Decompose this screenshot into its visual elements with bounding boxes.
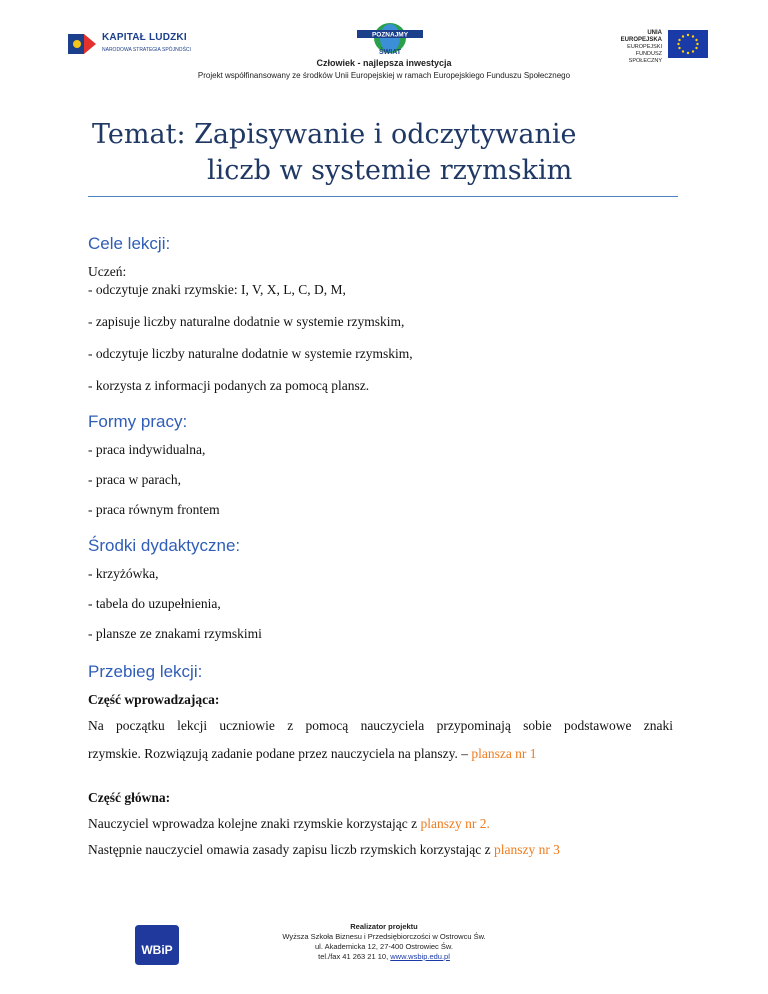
footer-contact: tel./fax 41 263 21 10, <box>318 952 389 961</box>
eu-line-3: FUNDUSZ SPOŁECZNY <box>628 51 662 64</box>
formy-item-3: - praca równym frontem <box>88 502 220 517</box>
eu-logo <box>608 30 708 64</box>
przebieg-main-line-1-text: Nauczyciel wprowadza kolejne znaki rzymskie korzystając z <box>88 816 418 831</box>
cele-intro: Uczeń: <box>88 264 127 279</box>
footer-line-2: ul. Akademicka 12, 27-400 Ostrowiec Św. <box>315 942 453 951</box>
page-footer <box>0 922 768 962</box>
przebieg-main-line-2 <box>88 842 560 858</box>
kapital-ludzki-mark-icon <box>66 28 98 60</box>
eu-line-2: EUROPEJSKI <box>627 44 662 50</box>
title-divider <box>88 196 678 197</box>
footer-line-3 <box>0 952 768 962</box>
wbip-logo-text: WBiP <box>141 943 173 957</box>
kapital-ludzki-subtitle: NARODOWA STRATEGIA SPÓJNOŚCI <box>102 47 191 53</box>
eu-text <box>608 30 662 65</box>
kapital-ludzki-title: KAPITAŁ LUDZKI <box>102 32 187 43</box>
footer-label: Realizator projektu <box>350 922 418 931</box>
project-funding-line: Projekt współfinansowany ze środków Unii Europejskiej w ramach Europejskiego Funduszu Społecznego <box>197 71 571 80</box>
plansza-1-reference: plansza nr 1 <box>471 746 537 761</box>
formy-item-2: - praca w parach, <box>88 472 181 487</box>
section-heading-formy: Formy pracy: <box>88 412 188 431</box>
srodki-item-3: - plansze ze znakami rzymskimi <box>88 626 262 641</box>
eu-flag-icon <box>668 30 708 58</box>
przebieg-intro-line-2-text: rzymskie. Rozwiązują zadanie podane przez nauczyciela na planszy. – <box>88 746 468 761</box>
srodki-item-1: - krzyżówka, <box>88 566 159 581</box>
swiat-text: ŚWIAT <box>378 49 402 56</box>
footer-line-1: Wyższa Szkoła Biznesu i Przedsiębiorczości w Ostrowcu Św. <box>282 932 486 941</box>
cele-item-2: - zapisuje liczby naturalne dodatnie w systemie rzymskim, <box>88 314 405 329</box>
srodki-item-2: - tabela do uzupełnienia, <box>88 596 221 611</box>
poznajmy-text: POZNAJMY <box>371 31 409 39</box>
przebieg-intro-line-1: Na początku lekcji uczniowie z pomocą nauczyciela przypominają sobie podstawowe znaki <box>88 718 673 733</box>
title-line-2: liczb w systemie rzymskim <box>207 155 573 186</box>
eu-line-1: UNIA EUROPEJSKA <box>620 30 662 43</box>
title-line-1: Temat: Zapisywanie i odczytywanie <box>92 119 577 150</box>
cele-item-4: - korzysta z informacji podanych za pomocą plansz. <box>88 378 370 393</box>
poznajmy-swiat-logo <box>355 22 425 56</box>
header-caption: Człowiek - najlepsza inwestycja <box>316 58 452 68</box>
przebieg-intro-heading: Część wprowadzająca: <box>88 692 220 707</box>
kapital-ludzki-logo <box>66 28 196 60</box>
section-heading-przebieg: Przebieg lekcji: <box>88 662 203 681</box>
plansza-3-reference: planszy nr 3 <box>493 842 560 857</box>
przebieg-main-line-1 <box>88 816 490 832</box>
footer-website-link[interactable]: www.wsbip.edu.pl <box>390 952 450 961</box>
formy-item-1: - praca indywidualna, <box>88 442 206 457</box>
section-heading-cele: Cele lekcji: <box>88 234 171 253</box>
przebieg-intro-line-2 <box>88 746 537 762</box>
przebieg-main-heading: Część główna: <box>88 790 171 805</box>
cele-item-1: - odczytuje znaki rzymskie: I, V, X, L, C, D, M, <box>88 282 346 297</box>
page-header <box>0 0 768 90</box>
plansza-2-reference: planszy nr 2. <box>420 816 490 831</box>
page-title <box>92 117 682 189</box>
cele-item-3: - odczytuje liczby naturalne dodatnie w systemie rzymskim, <box>88 346 413 361</box>
przebieg-main-line-2-text: Następnie nauczyciel omawia zasady zapisu liczb rzymskich korzystając z <box>88 842 491 857</box>
section-heading-srodki: Środki dydaktyczne: <box>88 536 241 555</box>
